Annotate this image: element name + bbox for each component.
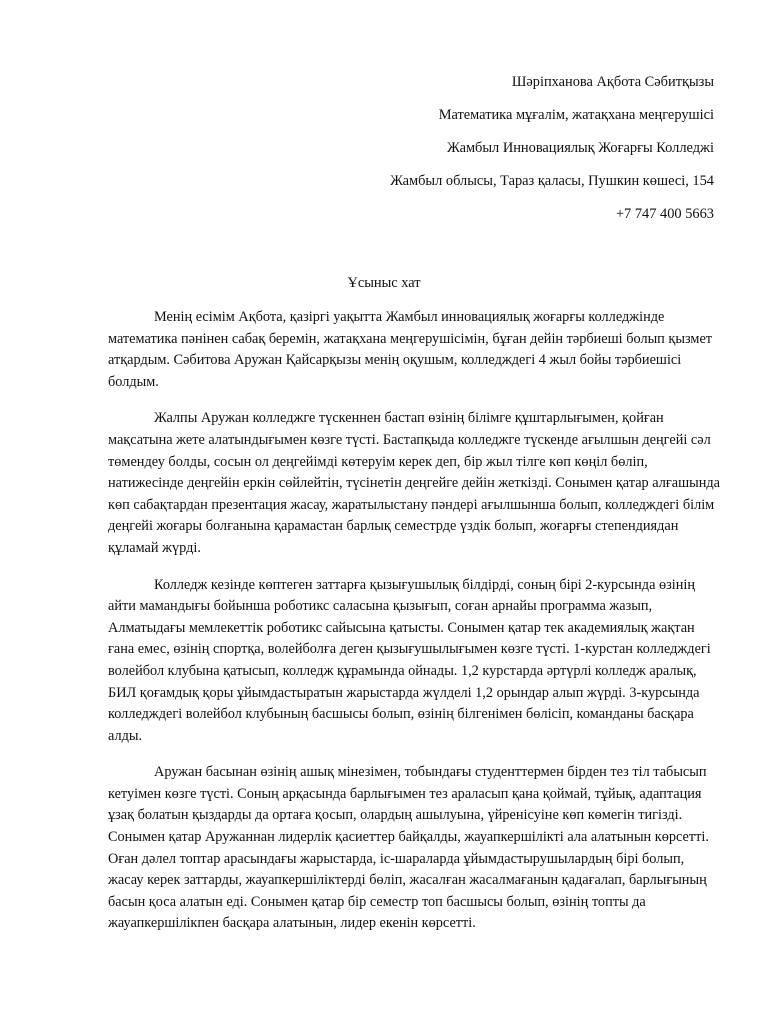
letter-body — [108, 307, 720, 950]
letter-title: Ұсыныс хат — [347, 275, 421, 291]
paragraph-intro: Менің есімім Ақбота, қазіргі уақытта Жамбыл инновациялық жоғарғы колледжінде математика пәнінен сабақ беремін, жатақхана меңгерушісімін, бұған дейін тәрбиеші болып қызмет атқардым. Сәбитова Аружан Қайсарқызы менің оқушым, колледждегі 4 жыл бойы тәрбиешісі болдым. — [108, 309, 713, 390]
paragraph-activities: Колледж кезінде көптеген заттарға қызығушылық білдірді, соның бірі 2-курсында өзінің айти мамандығы бойынша роботикс саласына қызығып, соған арнайы программа жазып, Алматыдағы мемлекеттік роботикс сайысына қатысты. Сонымен қатар тек академиялық жақтан ғана емес, өзінің спортқа, волейболға деген қызығушылығымен көзге түсті. 1-курстан колледждегі волейбол клубына қатысып, колледж құрамында ойнады. 1,2 курстарда әртүрлі колледж аралық, БИЛ қоғамдық қоры ұйымдастыратын жарыстарда жүлделі 1,2 орындар алып жүрді. 3-курсында колледждегі волейбол клубының басшысы болып, өзінің білгенімен бөлісіп, команданы басқара алды. — [108, 576, 711, 744]
sender-block — [390, 72, 714, 237]
sender-phone: +7 747 400 5663 — [615, 206, 714, 222]
sender-address: Жамбыл облысы, Тараз қаласы, Пушкин көшесі, 154 — [390, 173, 714, 189]
sender-organization: Жамбыл Инновациялық Жоғарғы Колледжі — [447, 140, 714, 156]
sender-name: Шәріпханова Ақбота Сәбитқызы — [511, 74, 714, 90]
paragraph-academic: Жалпы Аружан колледжге түскеннен бастап өзінің білімге құштарлығымен, қойған мақсатына жете алатындығымен көзге түсті. Бастапқыда колледжге түскенде ағылшын деңгейі сәл төмендеу болды, сосын ол деңгейімді көтеруім керек деп, бір жыл тілге көп көңіл бөліп, натижесінде деңгейін еркін сөйлейтін, түсінетін деңгейге дейін жеткізді. Сонымен қатар алғашында көп сабақтардан презентация жасау, жаратылыстану пәндері ағылшынша болып, колледждегі білім деңгейі жоғары болғанына қарамастан барлық семестрде үздік болып, жоғарғы степендиядан құламай жүрді. — [108, 410, 720, 556]
sender-position: Математика мұғалім, жатақхана меңгерушісі — [438, 107, 714, 123]
paragraph-character: Аружан басынан өзінің ашық мінезімен, тобындағы студенттермен бірден тез тіл табысып кетуімен көзге түсті. Соның арқасында барлығымен тез араласып қана қоймай, тұйық, адаптация ұзақ болатын қыздарды да ортаға қосып, олардың ашылуына, үйренісуіне көп көмегін тигізді. Сонымен қатар Аружаннан лидерлік қасиеттер байқалды, жауапкершілікті ала алатынын көрсетті. Оған дәлел топтар арасындағы жарыстарда, іс-шараларда ұйымдастырушылардың бірі болып, жасау керек заттарды, жауапкершіліктерді бөліп, жасалған жасалмағанын қадағалап, барлығының басын қоса алатын еді. Сонымен қатар бір семестр топ басшысы болып, өзінің топты да жауапкершілікпен басқара алатынын, лидер екенін көрсетті. — [108, 764, 709, 932]
